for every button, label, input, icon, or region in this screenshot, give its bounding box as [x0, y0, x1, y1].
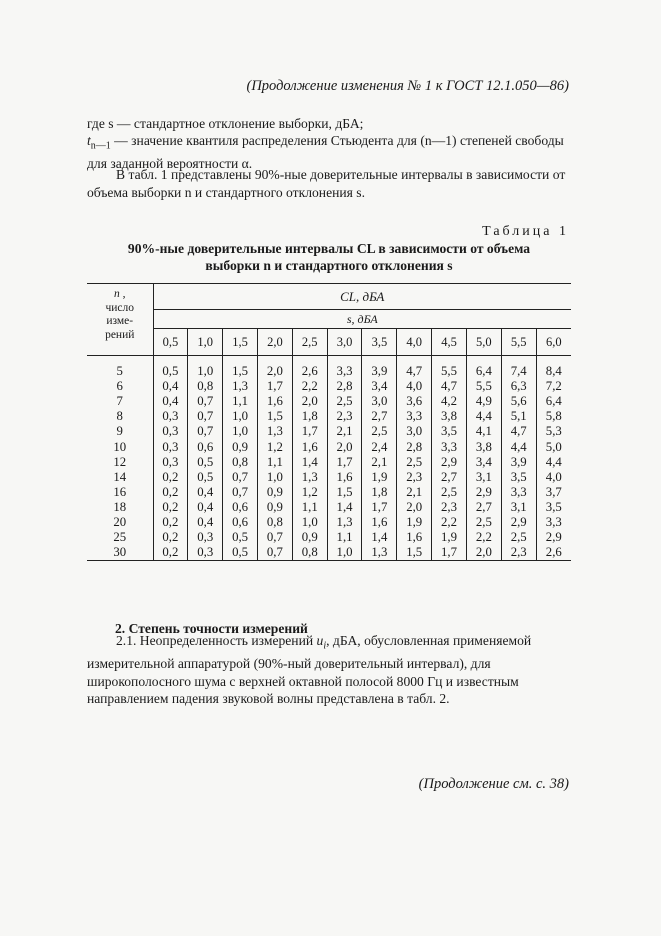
cl-value-cell: 2,1 [362, 455, 397, 470]
n-value-cell: 5 [87, 356, 153, 380]
cl-value-cell: 1,5 [327, 485, 362, 500]
cl-value-cell: 0,7 [188, 424, 223, 439]
cl-value-cell: 3,5 [501, 470, 536, 485]
cl-value-cell: 0,5 [188, 455, 223, 470]
cl-value-cell: 2,3 [327, 409, 362, 424]
cl-value-cell: 1,9 [362, 470, 397, 485]
n-value-cell: 20 [87, 515, 153, 530]
n-header-line-2: число [105, 301, 135, 314]
cl-value-cell: 4,9 [466, 394, 501, 409]
table-title-line-1: 90%-ные доверительные интервалы CL в зависимости от объема [127, 241, 531, 256]
cl-value-cell: 1,6 [327, 470, 362, 485]
cl-value-cell: 3,5 [432, 424, 467, 439]
cl-value-cell: 4,4 [501, 439, 536, 454]
cl-value-cell: 4,0 [545, 469, 562, 484]
s-value-header: 4,5 [432, 329, 467, 356]
cl-value-cell: 7,2 [545, 379, 562, 394]
table-row [87, 439, 571, 454]
cl-value-cell: 6,4 [466, 356, 501, 380]
cl-value-cell: 0,5 [153, 356, 188, 380]
cl-value-cell: 0,5 [223, 530, 258, 545]
n-value-cell: 25 [87, 530, 153, 545]
n-column-header [87, 284, 153, 356]
n-value-cell: 6 [87, 379, 153, 394]
cl-value-cell: 1,7 [362, 500, 397, 515]
s-value-header: 6,0 [536, 329, 571, 356]
cl-value-cell: 3,8 [432, 409, 467, 424]
cl-value-cell: 1,0 [188, 356, 223, 380]
cl-value-cell: 4,7 [501, 424, 536, 439]
s-value-header: 0,5 [153, 329, 188, 356]
table-row [87, 530, 571, 545]
cl-value-cell: 1,6 [257, 394, 292, 409]
paragraph-uncertainty [87, 632, 571, 708]
cl-value-cell: 0,3 [153, 409, 188, 424]
cl-value-cell: 0,2 [153, 515, 188, 530]
table-body [87, 356, 571, 561]
cl-value-cell: 2,2 [466, 530, 501, 545]
cl-value-cell: 5,1 [501, 409, 536, 424]
cl-value-cell: 4,7 [432, 379, 467, 394]
t-subscript: n—1 [90, 140, 111, 152]
cl-value-cell: 1,5 [223, 356, 258, 380]
cl-value-cell: 0,7 [188, 394, 223, 409]
cl-value-cell: 4,0 [397, 379, 432, 394]
cl-value-cell: 2,4 [362, 439, 397, 454]
cl-value-cell: 0,3 [153, 439, 188, 454]
cl-value-cell: 0,9 [223, 439, 258, 454]
footer-note: (Продолжение см. с. 38) [418, 776, 569, 792]
uncertainty-text: , дБА, обусловленная применяемой измерительной аппаратурой (90%-ный доверительный интервал), для широкополосного шума с верхней октавной полосой 8000 Гц и известным направлением падения звуковой волны представлена в табл. 2. [87, 633, 532, 707]
t-symbol: t [87, 133, 91, 148]
cl-value-cell: 2,9 [501, 515, 536, 530]
cl-value-cell: 1,6 [397, 530, 432, 545]
cl-value-cell: 0,4 [188, 500, 223, 515]
t-definition-text: — значение квантиля распределения Стьюдента для (n—1) степеней свободы для заданной вероятности α. [87, 133, 564, 172]
cl-value-cell: 2,7 [466, 500, 501, 515]
cl-value-cell: 0,2 [153, 470, 188, 485]
cl-value-cell: 1,1 [327, 530, 362, 545]
s-values-row [87, 329, 571, 356]
n-value-cell: 7 [87, 394, 153, 409]
cl-value-cell: 0,9 [257, 485, 292, 500]
s-header: s, дБА [153, 310, 571, 329]
cl-value-cell: 2,0 [327, 439, 362, 454]
cl-value-cell: 2,9 [432, 455, 467, 470]
cl-value-cell: 0,4 [188, 515, 223, 530]
cl-value-cell: 3,5 [545, 499, 562, 514]
cl-value-cell: 0,6 [223, 500, 258, 515]
cl-value-cell: 0,3 [188, 530, 223, 545]
cl-value-cell: 2,3 [501, 545, 536, 561]
n-header-line-3: изме- [106, 315, 134, 327]
section-title: 2. Степень точности измерений [115, 621, 308, 636]
cl-value-cell: 2,5 [397, 455, 432, 470]
cl-value-cell: 2,2 [292, 379, 327, 394]
cl-value-cell: 0,9 [292, 530, 327, 545]
s-value-header: 2,0 [257, 329, 292, 356]
cl-value-cell: 0,5 [223, 545, 258, 561]
cl-value-cell: 3,3 [432, 439, 467, 454]
cl-value-cell: 4,2 [432, 394, 467, 409]
header-note: (Продолжение изменения № 1 к ГОСТ 12.1.050—86) [246, 78, 569, 94]
cl-value-cell: 3,4 [466, 455, 501, 470]
cl-value-cell: 2,3 [397, 470, 432, 485]
cl-value-cell: 1,2 [292, 485, 327, 500]
cl-value-cell: 0,2 [153, 545, 188, 561]
table-caption: Таблица 1 [482, 224, 569, 239]
cl-value-cell: 1,5 [257, 409, 292, 424]
cl-value-cell: 0,5 [188, 470, 223, 485]
cl-value-cell: 2,9 [545, 530, 562, 545]
table-row [87, 470, 571, 485]
cl-value-cell: 1,6 [362, 515, 397, 530]
n-value-cell: 9 [87, 424, 153, 439]
cl-value-cell: 0,7 [223, 470, 258, 485]
cl-value-cell: 2,5 [432, 485, 467, 500]
cl-value-cell: 3,7 [545, 484, 562, 499]
cl-value-cell: 2,8 [397, 439, 432, 454]
table-row [87, 409, 571, 424]
cl-value-cell: 1,3 [257, 424, 292, 439]
cl-value-cell: 1,4 [327, 500, 362, 515]
n-value-cell: 10 [87, 439, 153, 454]
cl-value-cell: 3,3 [397, 409, 432, 424]
cl-value-cell: 0,6 [223, 515, 258, 530]
cl-value-cell: 2,0 [466, 545, 501, 561]
cl-value-cell: 2,6 [292, 356, 327, 380]
cl-value-cell: 1,0 [327, 545, 362, 561]
cl-value-cell: 0,2 [153, 530, 188, 545]
cl-value-cell: 1,3 [223, 379, 258, 394]
cl-value-cell: 1,7 [432, 545, 467, 561]
n-value-cell: 12 [87, 455, 153, 470]
s-value-header: 3,0 [327, 329, 362, 356]
cl-value-cell: 5,5 [432, 356, 467, 380]
cl-value-cell: 0,4 [153, 379, 188, 394]
cl-value-cell: 5,3 [545, 424, 562, 439]
u-subscript: i [323, 640, 327, 652]
cl-value-cell: 0,4 [153, 394, 188, 409]
s-value-header: 1,0 [188, 329, 223, 356]
cl-value-cell: 1,6 [292, 439, 327, 454]
cl-value-cell: 1,4 [292, 455, 327, 470]
cl-value-cell: 0,2 [153, 500, 188, 515]
cl-value-cell: 1,9 [397, 515, 432, 530]
cl-value-cell: 2,5 [466, 515, 501, 530]
cl-value-cell: 1,7 [257, 379, 292, 394]
table-row [87, 500, 571, 515]
cl-value-cell: 1,5 [397, 545, 432, 561]
cl-value-cell: 6,4 [545, 394, 562, 409]
cl-value-cell: 5,5 [466, 379, 501, 394]
cl-value-cell: 3,8 [466, 439, 501, 454]
cl-value-cell: 1,8 [292, 409, 327, 424]
cl-value-cell: 2,5 [501, 530, 536, 545]
cl-value-cell: 1,9 [432, 530, 467, 545]
cl-value-cell: 7,4 [501, 356, 536, 380]
cl-value-cell: 1,0 [223, 424, 258, 439]
u-symbol: u [316, 633, 324, 648]
cl-value-cell: 1,1 [257, 455, 292, 470]
cl-value-cell: 3,3 [327, 356, 362, 380]
table-title [87, 240, 571, 274]
cl-value-cell: 3,6 [397, 394, 432, 409]
table-row [87, 545, 571, 561]
cl-value-cell: 5,8 [545, 409, 562, 424]
cl-value-cell: 0,9 [257, 500, 292, 515]
cl-value-cell: 3,3 [545, 514, 562, 529]
n-value-cell: 8 [87, 409, 153, 424]
cl-value-cell: 4,7 [397, 356, 432, 380]
cl-value-cell: 8,4 [545, 364, 562, 379]
cl-value-cell: 0,3 [153, 455, 188, 470]
s-value-header: 3,5 [362, 329, 397, 356]
cl-value-cell: 2,3 [432, 500, 467, 515]
uncertainty-prefix: 2.1. Неопределенность измерений [116, 633, 317, 648]
cl-value-cell: 1,7 [327, 455, 362, 470]
cl-value-cell: 2,5 [362, 424, 397, 439]
s-value-header: 2,5 [292, 329, 327, 356]
cl-value-cell: 1,2 [257, 439, 292, 454]
cl-value-cell: 6,3 [501, 379, 536, 394]
cl-value-cell: 1,8 [362, 485, 397, 500]
cl-value-cell: 0,8 [188, 379, 223, 394]
n-header-line-4: рений [105, 328, 135, 341]
cl-value-cell: 1,0 [223, 409, 258, 424]
table-row [87, 424, 571, 439]
cl-value-cell: 2,7 [362, 409, 397, 424]
n-header-symbol: n , [114, 288, 126, 300]
cl-value-cell: 0,7 [257, 545, 292, 561]
cl-value-cell: 3,0 [397, 424, 432, 439]
table-row [87, 515, 571, 530]
cl-value-cell: 1,4 [362, 530, 397, 545]
cl-value-cell: 0,7 [188, 409, 223, 424]
cl-value-cell: 3,3 [501, 485, 536, 500]
cl-header: CL, дБА [153, 284, 571, 310]
paragraph-s-definition: где s — стандартное отклонение выборки, дБА; [87, 116, 364, 131]
cl-value-cell: 3,0 [362, 394, 397, 409]
cl-value-cell: 1,3 [292, 470, 327, 485]
s-value-header: 5,5 [501, 329, 536, 356]
paragraph-table-intro: В табл. 1 представлены 90%-ные доверительные интервалы в зависимости от объема выборки n и стандартного отклонения s. [87, 167, 566, 200]
cl-value-cell: 1,0 [257, 470, 292, 485]
s-value-header: 1,5 [223, 329, 258, 356]
table-row [87, 485, 571, 500]
cl-value-cell: 1,1 [223, 394, 258, 409]
table-row [87, 394, 571, 409]
cl-value-cell: 4,4 [466, 409, 501, 424]
cl-value-cell: 1,1 [292, 500, 327, 515]
cl-value-cell: 0,3 [153, 424, 188, 439]
table-row [87, 379, 571, 394]
cl-value-cell: 2,1 [327, 424, 362, 439]
s-value-header: 4,0 [397, 329, 432, 356]
cl-value-cell: 2,7 [432, 470, 467, 485]
n-value-cell: 30 [87, 545, 153, 561]
cl-value-cell: 0,4 [188, 485, 223, 500]
cl-value-cell: 1,0 [292, 515, 327, 530]
cl-value-cell: 0,3 [188, 545, 223, 561]
n-value-cell: 18 [87, 500, 153, 515]
cl-value-cell: 5,0 [545, 439, 562, 454]
cl-value-cell: 3,1 [466, 470, 501, 485]
cl-value-cell: 2,5 [327, 394, 362, 409]
cl-value-cell: 0,8 [257, 515, 292, 530]
cl-value-cell: 0,7 [223, 485, 258, 500]
cl-value-cell: 2,0 [257, 356, 292, 380]
cl-value-cell: 1,3 [362, 545, 397, 561]
cl-value-cell: 4,1 [466, 424, 501, 439]
cl-value-cell: 1,3 [327, 515, 362, 530]
cl-value-cell: 0,8 [292, 545, 327, 561]
confidence-interval-table [87, 283, 571, 561]
cl-value-cell: 2,0 [397, 500, 432, 515]
cl-value-cell: 3,9 [501, 455, 536, 470]
cl-value-cell: 0,8 [223, 455, 258, 470]
cl-value-cell: 0,7 [257, 530, 292, 545]
table-row [87, 455, 571, 470]
cl-value-cell: 4,4 [545, 454, 562, 469]
cl-value-cell: 3,4 [362, 379, 397, 394]
s-value-header: 5,0 [466, 329, 501, 356]
cl-value-cell: 0,6 [188, 439, 223, 454]
cl-value-cell: 5,6 [501, 394, 536, 409]
table-row [87, 356, 571, 380]
n-value-cell: 16 [87, 485, 153, 500]
cl-value-cell: 0,2 [153, 485, 188, 500]
table-title-line-2: выборки n и стандартного отклонения s [205, 258, 453, 273]
cl-value-cell: 2,2 [432, 515, 467, 530]
cl-value-cell: 3,9 [362, 356, 397, 380]
cl-value-cell: 3,1 [501, 500, 536, 515]
cl-value-cell: 2,9 [466, 485, 501, 500]
cl-value-cell: 2,6 [545, 545, 562, 560]
cl-value-cell: 2,8 [327, 379, 362, 394]
cl-value-cell: 1,7 [292, 424, 327, 439]
n-value-cell: 14 [87, 470, 153, 485]
cl-value-cell: 2,1 [397, 485, 432, 500]
cl-value-cell: 2,0 [292, 394, 327, 409]
